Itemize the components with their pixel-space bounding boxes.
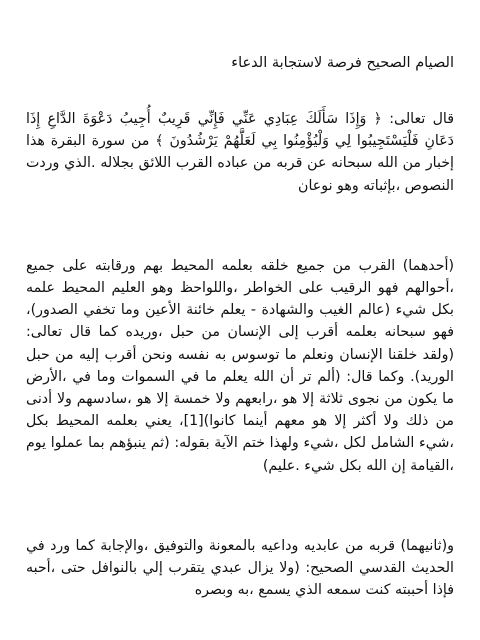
paragraph-second-type: و(ثانيهما) قربه من عابديه وداعيه بالمعونة والتوفيق ،والإجابة كما ورد في الحديث القدسي الصحيح: (ولا يزال عبدي يتقرب إلي بالنوافل حتى ،أحبه فإذا أحببته كنت سمعه الذي يسمع ،به وبصره: [26, 537, 454, 599]
paragraph-intro: قال تعالى: ﴿ وَإِذَا سَأَلَكَ عِبَادِي عَنِّي فَإِنِّي قَرِيبٌ أُجِيبُ دَعْوَةَ الدَّاعِ إِذَا دَعَانِ فَلْيَسْتَجِيبُوا لِي وَلْيُؤْمِنُوا بِي لَعَلَّهُمْ يَرْشُدُونَ ﴾ من سورة البقرة هذا إخبار من الله سبحانه عن قربه من عباده القرب اللائق بجلاله .الذي وردت النصوص ،بإثباته وهو نوعان: [26, 111, 454, 194]
paragraph-first-type: (أحدهما) القرب من جميع خلقه بعلمه المحيط بهم ورقابته على جميع ،أحوالهم فهو الرقيب على الخواطر ،واللواحظ وهو العليم المحيط علمه بكل شيء (عالم الغيب والشهادة - يعلم خائنة الأعين وما تخفي الصدور)، فهو سبحانه بعلمه أقرب إلى الإنسان من حبل ،وريده كما قال تعالى: (ولقد خلقنا الإنسان ونعلم ما توسوس به نفسه ونحن أقرب إليه من حبل الوريد). وكما قال: (ألم تر أن الله يعلم ما في السموات وما في ،الأرض ما يكون من نجوى ثلاثة إلا هو ،رابعهم ولا خمسة إلا هو ،سادسهم ولا أدنى من ذلك ولا أكثر إلا هو معهم أينما كانوا)[1]، يعني بعلمه المحيط بكل ،شيء الشامل لكل ،شيء ولهذا ختم الآية بقوله: (ثم ينبؤهم بما عملوا يوم ،القيامة إن الله بكل شيء .عليم): [26, 257, 454, 474]
document-title: الصيام الصحيح فرصة لاستجابة الدعاء: [231, 55, 454, 71]
